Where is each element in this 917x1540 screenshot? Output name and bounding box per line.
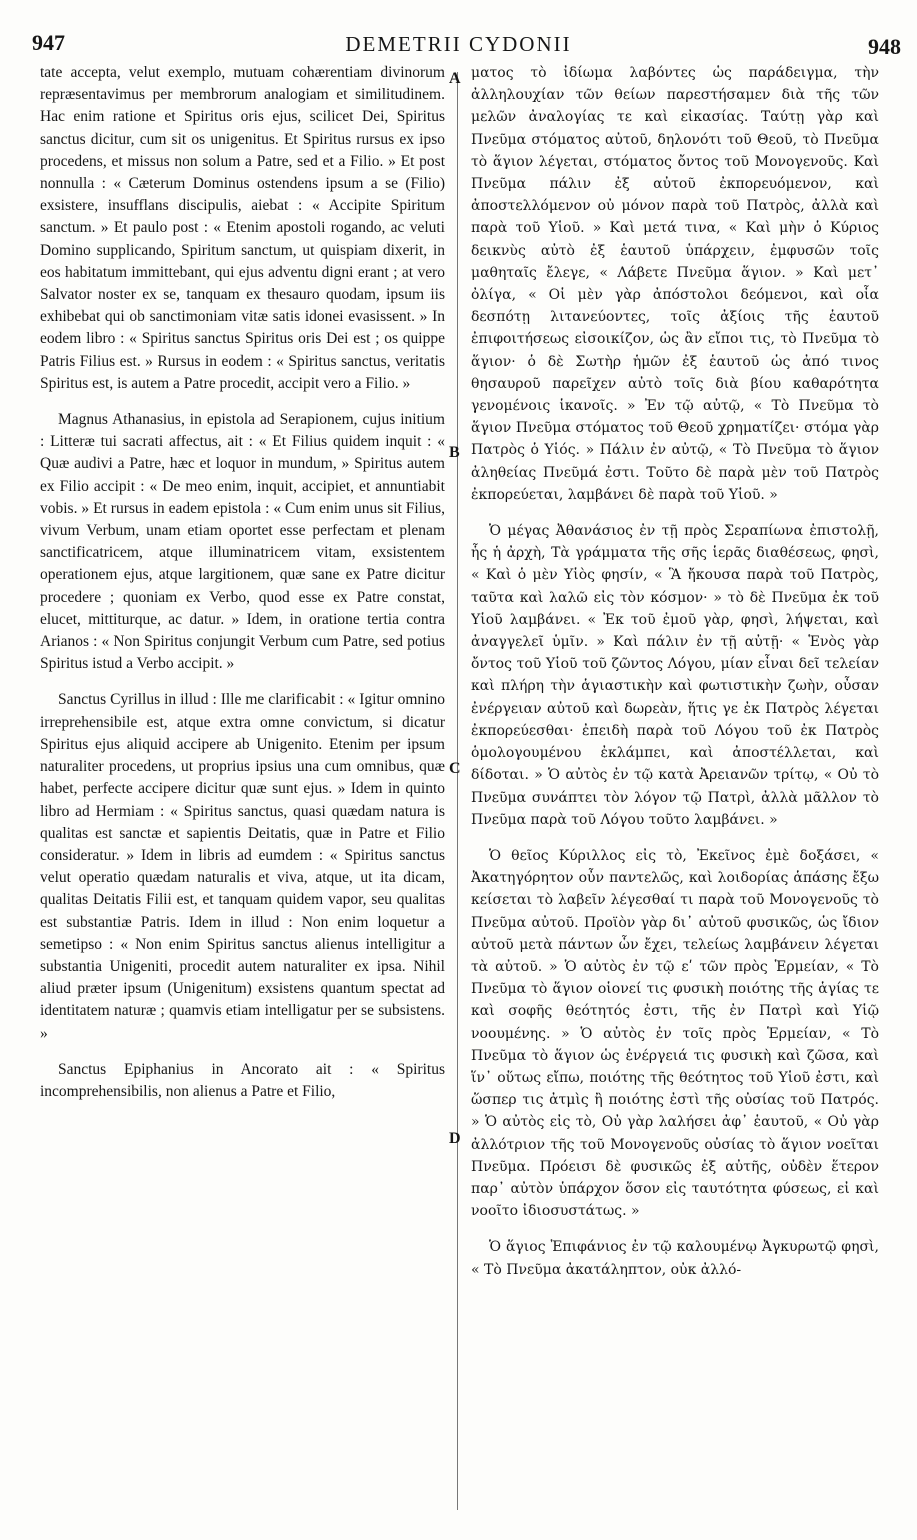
greek-paragraph: Ὁ θεῖος Κύριλλος εἰς τὸ, Ἐκεῖνος ἐμὲ δοξάσει, « Ἀκατηγόρητον οὖν παντελῶς, καὶ λοιδορίας ἁπάσης ἔξω κείσεται τὸ λαβεῖν λέγεσθαί τι παρὰ τοῦ Μονογενοῦς τὸ Πνεῦμα αὐτοῦ. Προϊὸν γὰρ δι᾽ αὐτοῦ φυσικῶς, ὡς ἴδιον αὐτοῦ μετὰ πάντων ὧν ἔχει, τελείως λαμβάνειν λέγεται τὰ αὐτοῦ. » Ὁ αὐτὸς ἐν τῷ εʹ τῶν πρὸς Ἑρμείαν, « Τὸ Πνεῦμα τὸ ἅγιον οἱονεί τις φυσικὴ ποιότης τῆς ἁγίας τε καὶ σοφῆς θεότητός ἐστι, τῆς ἐν Πατρὶ καὶ Υἱῷ νοουμένης. » Ὁ αὐτὸς ἐν τοῖς πρὸς Ἑρμείαν, « Τὸ Πνεῦμα τὸ ἅγιον ὡς ἐνέργειά τις φυσικὴ καὶ ζῶσα, καὶ ἵν᾽ οὕτως εἴπω, ποιότης τῆς θεότητος τοῦ Υἱοῦ ἐστι, καὶ ὥσπερ τις ἀτμὶς ἢ ποιότης ἐστὶ τῆς οὐσίας τοῦ Πατρός. » Ὁ αὐτὸς εἰς τὸ, Οὐ γὰρ λαλήσει ἀφ᾽ ἑαυτοῦ, « Οὐ γὰρ ἀλλότριον τῆς τοῦ Μονογενοῦς οὐσίας τὸ ἅγιον νοεῖται Πνεῦμα. Πρόεισι δὲ φυσικῶς ἐξ αὐτῆς, οὐδὲν ἕτερον παρ᾽ αὐτὸν ὑπάρχον ὅσον εἰς ταυτότητα φύσεως, εἰ καὶ νοοῖτο ἰδιοσυστάτως. » xyxy=(471,847,879,1220)
latin-column xyxy=(40,62,445,1520)
latin-paragraph: tate accepta, velut exemplo, mutuam cohærentiam divinorum repræsentavimus per membrorum analogiam et similitudinem. Hac enim ratione et Spiritus oris ejus, scilicet Dei, Spiritus sanctus dicitur, cum sit os unigenitus. Et Spiritus rursus ex ipso procedens, et missus non solum a Patre, sed et a Filio. » Et post nonnulla : « Cæterum Dominus ostendens ipsum a se (Filio) exsistere, insufflans discipulis, aiebat : « Accipite Spiritum sanctum. » Et paulo post : « Etenim apostoli rogando, ac veluti Domino supplicando, Spiritum sanctum, ut quispiam dixerit, in eos habitatum immittebant, qui ejus adventu digni erant ; at vero Salvator noster ex se, tanquam ex thesauro quodam, ipsum iis exhibebat qui ob sanctimoniam vitæ satis idonei evasissent. » In eodem libro : « Spiritus sanctus Spiritus oris Dei est ; os quippe Patris Filius est. » Rursus in eodem : « Spiritus sanctus, veritatis Spiritus est, is autem a Patre procedit, accipit vero a Filio. » xyxy=(40,64,445,392)
section-marker-c: C xyxy=(449,760,461,777)
section-marker-a: A xyxy=(449,70,461,87)
latin-paragraph: Sanctus Epiphanius in Ancorato ait : « Spiritus incomprehensibilis, non alienus a Patre et Filio, xyxy=(40,1060,445,1100)
latin-paragraph: Magnus Athanasius, in epistola ad Serapionem, cujus initium : Litteræ tui sacrati affectus, ait : « Et Filius quidem inquit : « Quæ audivi a Patre, hæc et loquor in mundum, » Spiritus autem ex Filio accipit : « De meo enim, inquit, accipiet, et annuntiabit vobis. » Et rursus in eadem epistola : « Cum enim unus sit Filius, vivum Verbum, unam etiam oportet esse perfectam et plenam sanctificatricem, atque illuminatricem vitam, exsistentem operationem ejus, atque largitionem, quæ sane ex Patre dicitur procedere ; quoniam ex Verbo, quod esse ex Patre constat, elucet, mittiturque, ac datur. » Idem, in oratione tertia contra Arianos : « Non Spiritus conjungit Verbum cum Patre, sed potius Spiritus istud a Verbo accipit. » xyxy=(40,411,445,673)
running-title: DEMETRII CYDONII xyxy=(345,32,572,56)
page-number-right: 948 xyxy=(868,34,901,59)
section-marker-b: B xyxy=(449,444,460,461)
greek-column xyxy=(471,62,879,1520)
latin-paragraph: Sanctus Cyrillus in illud : Ille me clarificabit : « Igitur omnino irreprehensibile est, atque extra omne convictum, si dicatur Spiritus ejus aliquid accipere ab Unigenito. Etenim per ipsum naturaliter procedens, ut proprius ipsius una cum omnibus, quæ habet, perfecte accipere dicitur quæ sunt ejus. » Idem in quinto libro ad Hermiam : « Spiritus sanctus, quasi quædam natura is qualitas est sanctæ et sapientis Deitatis, quæ in Patre et Filio consideratur. » Idem in libris ad eumdem : « Spiritus sanctus velut operatio quædam naturalis et viva, atque, ut ita dicam, qualitas Deitatis Filii est, et tanquam quidem vapor, seu qualitas est substantiæ Patris. Idem in illud : Non enim loquetur a semetipso : « Non enim Spiritus sanctus alienus intelligitur a substantia Unigeniti, procedit autem naturaliter ex ipsa. Nihil aliud præter ipsum (Unigenitum) exsistens quantum spectat ad identitatem naturæ ; quamvis etiam intelligatur per se subsistens. » xyxy=(40,691,445,1042)
greek-paragraph: Ὁ ἅγιος Ἐπιφάνιος ἐν τῷ καλουμένῳ Ἀγκυρωτῷ φησὶ, « Τὸ Πνεῦμα ἀκατάληπτον, οὐκ ἀλλό- xyxy=(471,1239,879,1278)
greek-paragraph: ματος τὸ ἰδίωμα λαβόντες ὡς παράδειγμα, τὴν ἀλληλουχίαν τῶν θείων παρεστήσαμεν διὰ τῆς τῶν μελῶν ἀναλογίας τε καὶ εἰκασίας. Ταύτῃ γὰρ καὶ Πνεῦμα στόματος αὐτοῦ, δηλονότι τοῦ Θεοῦ, τὸ Πνεῦμα τὸ ἅγιον λέγεται, στόματος ὄντος τοῦ Μονογενοῦς. Καὶ Πνεῦμα πάλιν ἐξ αὐτοῦ ἐκπορευόμενον, καὶ ἀποστελλόμενον οὐ μόνον παρὰ τοῦ Πατρὸς, ἀλλὰ καὶ παρὰ τοῦ Υἱοῦ. » Καὶ μετά τινα, « Καὶ μὴν ὁ Κύριος δεικνὺς αὐτὸ ἐξ ἑαυτοῦ ὑπάρχειν, ἐμφυσῶν τοῖς μαθηταῖς ἔλεγε, « Λάβετε Πνεῦμα ἅγιον. » Καὶ μετ᾽ ὀλίγα, « Οἱ μὲν γὰρ ἀπόστολοι δεόμενοι, καὶ οἷα δεσπότῃ λιτανεύοντες, τοῖς ἀξίοις τῆς ἑαυτοῦ ἐπιφοιτήσεως εἰσοικίζον, ὡς ἂν εἴποι τις, τὸ Πνεῦμα τὸ ἅγιον· ὁ δὲ Σωτὴρ ἡμῶν ἐξ ἑαυτοῦ ὡς ἀπό τινος θησαυροῦ παρεῖχεν αὐτὸ τοῖς διὰ βίου καθαρότητα γενομένοις ἱκανοῖς. » Ἐν τῷ αὐτῷ, « Τὸ Πνεῦμα τὸ ἅγιον Πνεῦμα στόματος τοῦ Θεοῦ χρηματίζει· στόμα γὰρ Πατρὸς ὁ Υἱός. » Πάλιν ἐν αὐτῷ, « Τὸ Πνεῦμα τὸ ἅγιον ἀληθείας Πνεῦμά ἐστι. Τοῦτο δὲ παρὰ μὲν τοῦ Πατρὸς ἐκπορεύεται, λαμβάνει δὲ παρὰ τοῦ Υἱοῦ. » xyxy=(471,65,879,503)
section-marker-d: D xyxy=(449,1130,461,1147)
greek-paragraph: Ὁ μέγας Ἀθανάσιος ἐν τῇ πρὸς Σεραπίωνα ἐπιστολῇ, ἧς ἡ ἀρχὴ, Τὰ γράμματα τῆς σῆς ἱερᾶς διαθέσεως, φησὶ, « Καὶ ὁ μὲν Υἱὸς φησίν, « Ἃ ἤκουσα παρὰ τοῦ Πατρὸς, ταῦτα καὶ λαλῶ εἰς τὸν κόσμον· » τὸ δὲ Πνεῦμα ἐκ τοῦ Υἱοῦ λαμβάνει. « Ἐκ τοῦ ἐμοῦ γὰρ, φησὶ, λήψεται, καὶ ἀναγγελεῖ ὑμῖν. » Καὶ πάλιν ἐν τῇ αὐτῇ· « Ἑνὸς γὰρ ὄντος τοῦ Υἱοῦ τοῦ ζῶντος Λόγου, μίαν εἶναι δεῖ τελείαν καὶ πλήρη τὴν ἁγιαστικὴν καὶ φωτιστικὴν ζωὴν, οὖσαν ἐνέργειαν αὐτοῦ καὶ δωρεὰν, ἥτις γε ἐκ Πατρὸς λέγεται ἐκπορεύεσθαι· ἐπειδὴ παρὰ τοῦ Λόγου τοῦ ἐκ Πατρὸς ὁμολογουμένου ἐκλάμπει, καὶ ἀποστέλλεται, καὶ δίδοται. » Ὁ αὐτὸς ἐν τῷ κατὰ Ἀρειανῶν τρίτῳ, « Οὐ τὸ Πνεῦμα συνάπτει τὸν λόγον τῷ Πατρὶ, ἀλλὰ μᾶλλον τὸ Πνεῦμα παρὰ τοῦ Λόγου τοῦτο λαμβάνει. » xyxy=(471,523,879,828)
column-divider xyxy=(457,72,458,1510)
page-header xyxy=(0,28,917,62)
page-number-left: 947 xyxy=(32,30,65,55)
